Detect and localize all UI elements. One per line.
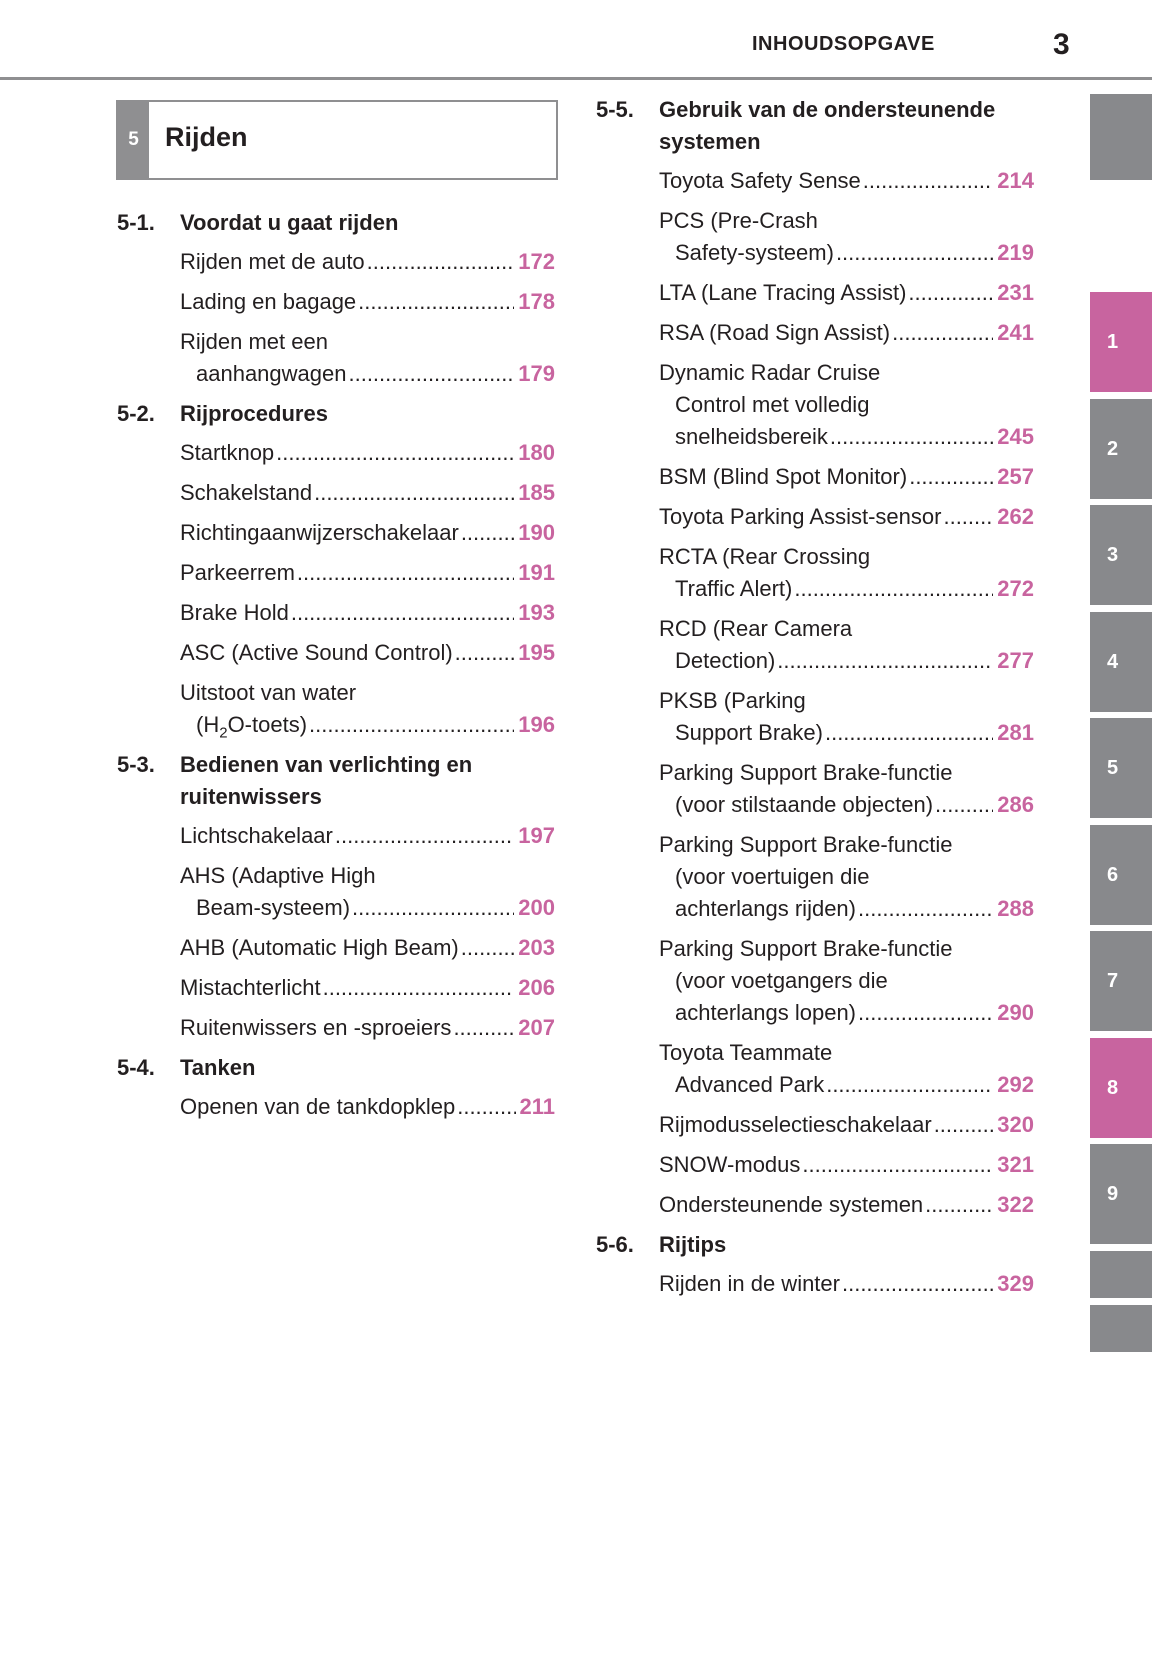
section-title: Gebruik van de ondersteunende systemen (659, 97, 996, 154)
entry-title: Richtingaanwijzerschakelaar (180, 520, 459, 545)
entry-line (180, 1091, 555, 1123)
page-reference[interactable]: 321 (997, 1152, 1034, 1177)
entry-title-continued: Detection) (675, 648, 776, 673)
entry-title-continued: Traffic Alert) (675, 576, 793, 601)
entry-line (659, 645, 1034, 677)
toc-entry[interactable] (659, 541, 1034, 605)
toc-section-heading (117, 207, 555, 239)
dot-leader (297, 557, 514, 589)
toc-section-heading (117, 398, 555, 430)
entry-line (180, 709, 555, 741)
dot-leader (314, 477, 514, 509)
entry-title: PKSB (Parking (659, 688, 806, 713)
entry-title: Rijden met de auto (180, 249, 365, 274)
section-number: 5-6. (596, 1232, 634, 1257)
page-reference[interactable]: 231 (997, 280, 1034, 305)
entry-line (180, 972, 555, 1004)
chapter-tab-7[interactable]: 7 (1090, 931, 1152, 1031)
section-number: 5-1. (117, 210, 155, 235)
section-number: 5-5. (596, 97, 634, 122)
chapter-tab-8[interactable]: 8 (1090, 1038, 1152, 1138)
entry-title: Lading en bagage (180, 289, 357, 314)
page-reference[interactable]: 286 (997, 792, 1034, 817)
entry-line (180, 637, 555, 669)
entry-title: AHS (Adaptive High (180, 863, 376, 888)
dot-leader (309, 709, 514, 741)
toc-entry[interactable] (180, 326, 555, 390)
entry-line (180, 477, 555, 509)
dot-leader (909, 461, 993, 493)
dot-leader (291, 597, 514, 629)
toc-entry[interactable] (659, 933, 1034, 1029)
dot-leader (794, 573, 993, 605)
toc-entry[interactable] (659, 1037, 1034, 1101)
section-title: Rijprocedures (180, 401, 328, 426)
dot-leader (455, 637, 515, 669)
entry-line (659, 501, 1034, 533)
dot-leader (826, 1069, 993, 1101)
page-reference[interactable]: 185 (518, 480, 555, 505)
toc-entry[interactable] (659, 1189, 1034, 1221)
entry-title: Rijden in de winter (659, 1271, 840, 1296)
page-reference[interactable]: 211 (519, 1094, 555, 1119)
page-reference[interactable]: 180 (518, 440, 555, 465)
entry-title: Schakelstand (180, 480, 313, 505)
dot-leader (934, 1109, 994, 1141)
toc-entry[interactable] (180, 557, 555, 589)
dot-leader (777, 645, 993, 677)
entry-title: Brake Hold (180, 600, 289, 625)
toc-entry[interactable] (659, 317, 1034, 349)
dot-leader (461, 932, 515, 964)
entry-title-continued: Beam-systeem) (196, 895, 351, 920)
page-header-title: INHOUDSOPGAVE (752, 33, 935, 55)
entry-title-continued: aanhangwagen (196, 361, 347, 386)
page-reference[interactable]: 172 (518, 249, 555, 274)
dot-leader (892, 317, 993, 349)
dot-leader (276, 437, 514, 469)
chapter-tab-blank[interactable] (1090, 1251, 1152, 1298)
entry-line (180, 597, 555, 629)
chapter-tab-blank[interactable] (1090, 1305, 1152, 1352)
entry-title: Parking Support Brake-functie (659, 936, 953, 961)
dot-leader (367, 246, 515, 278)
section-number: 5-3. (117, 752, 155, 777)
toc-entry[interactable] (180, 517, 555, 549)
entry-line (659, 461, 1034, 493)
chapter-tab-3[interactable]: 3 (1090, 505, 1152, 605)
page-reference[interactable]: 281 (997, 720, 1034, 745)
chapter-tab-9[interactable]: 9 (1090, 1144, 1152, 1244)
toc-entry[interactable] (659, 501, 1034, 533)
dot-leader (802, 1149, 993, 1181)
toc-entry[interactable] (659, 357, 1034, 453)
chapter-title: Rijden (165, 122, 248, 152)
entry-title-continued: Advanced Park (675, 1072, 825, 1097)
entry-line (659, 789, 1034, 821)
dot-leader (453, 1012, 514, 1044)
dot-leader (943, 501, 993, 533)
dot-leader (863, 165, 993, 197)
entry-title-continued: achterlangs lopen) (675, 1000, 857, 1025)
entry-title: Parkeerrem (180, 560, 295, 585)
dot-leader (858, 997, 993, 1029)
page-reference[interactable]: 196 (518, 712, 555, 737)
toc-left-column (117, 207, 555, 1131)
entry-line (180, 932, 555, 964)
entry-title-continued: achterlangs rijden) (675, 896, 856, 921)
toc-entry[interactable] (659, 1149, 1034, 1181)
page-reference[interactable]: 290 (997, 1000, 1034, 1025)
dot-leader (908, 277, 993, 309)
entry-title: Dynamic Radar Cruise (659, 360, 881, 385)
toc-entry[interactable] (180, 1012, 555, 1044)
dot-leader (842, 1268, 993, 1300)
toc-entry[interactable] (659, 685, 1034, 749)
entry-title: Ondersteunende systemen (659, 1192, 924, 1217)
dot-leader (461, 517, 514, 549)
entry-title: BSM (Blind Spot Monitor) (659, 464, 908, 489)
entry-line (180, 246, 555, 278)
toc-entry[interactable] (180, 932, 555, 964)
dot-leader (830, 421, 993, 453)
entry-title: Toyota Safety Sense (659, 168, 861, 193)
entry-line (659, 237, 1034, 269)
entry-line (659, 1109, 1034, 1141)
page-reference[interactable]: 178 (518, 289, 555, 314)
toc-section-heading (596, 1229, 1034, 1261)
toc-entry[interactable] (659, 1109, 1034, 1141)
page-reference[interactable]: 277 (997, 648, 1034, 673)
entry-title: Parking Support Brake-functie (659, 832, 953, 857)
entry-title: Openen van de tankdopklep (180, 1094, 456, 1119)
entry-line (659, 317, 1034, 349)
entry-line (659, 573, 1034, 605)
toc-entry[interactable] (180, 437, 555, 469)
chapter-tab-4[interactable]: 4 (1090, 612, 1152, 712)
entry-line (180, 286, 555, 318)
entry-line (180, 1012, 555, 1044)
entry-line (180, 820, 555, 852)
toc-entry[interactable] (180, 286, 555, 318)
toc-entry[interactable] (180, 820, 555, 852)
toc-entry[interactable] (659, 461, 1034, 493)
page-reference[interactable]: 322 (997, 1192, 1034, 1217)
entry-title: Rijmodusselectieschakelaar (659, 1112, 932, 1137)
entry-title-continued: Safety-systeem) (675, 240, 834, 265)
entry-line (659, 1189, 1034, 1221)
toc-section-heading (117, 749, 555, 813)
dot-leader (925, 1189, 993, 1221)
page-reference[interactable]: 288 (997, 896, 1034, 921)
page-reference[interactable]: 191 (518, 560, 555, 585)
page-reference[interactable]: 197 (518, 823, 555, 848)
page-reference[interactable]: 203 (518, 935, 555, 960)
entry-title: Startknop (180, 440, 275, 465)
chapter-tab-blank[interactable] (1090, 94, 1152, 180)
entry-title-continued: (voor stilstaande objecten) (675, 792, 934, 817)
page-number: 3 (1053, 28, 1070, 61)
page-reference[interactable]: 241 (997, 320, 1034, 345)
entry-line (180, 358, 555, 390)
toc-section-heading (117, 1052, 555, 1084)
entry-title: ASC (Active Sound Control) (180, 640, 453, 665)
section-title: Bedienen van verlichting en ruitenwissers (180, 752, 473, 809)
section-number: 5-4. (117, 1055, 155, 1080)
entry-title: AHB (Automatic High Beam) (180, 935, 459, 960)
entry-title: Mistachterlicht (180, 975, 321, 1000)
chapter-tab-5[interactable]: 5 (1090, 718, 1152, 818)
toc-section-heading (596, 94, 1034, 158)
page-reference[interactable]: 272 (997, 576, 1034, 601)
entry-title: Uitstoot van water (180, 680, 357, 705)
toc-entry[interactable] (180, 972, 555, 1004)
dot-leader (352, 892, 514, 924)
entry-line (180, 557, 555, 589)
entry-title-continued (196, 709, 307, 741)
entry-line (180, 437, 555, 469)
entry-title: Toyota Teammate (659, 1040, 833, 1065)
entry-title: RCTA (Rear Crossing (659, 544, 871, 569)
chapter-number: 5 (118, 102, 149, 178)
toc-entry[interactable] (659, 613, 1034, 677)
toc-entry[interactable] (180, 246, 555, 278)
entry-title-continued: (voor voetgangers die (675, 968, 888, 993)
entry-title: Lichtschakelaar (180, 823, 333, 848)
toc-entry[interactable] (180, 597, 555, 629)
chapter-tab-1[interactable]: 1 (1090, 292, 1152, 392)
entry-title: Ruitenwissers en -sproeiers (180, 1015, 452, 1040)
toc-entry[interactable] (180, 860, 555, 924)
page-reference[interactable]: 179 (518, 361, 555, 386)
page-reference[interactable]: 207 (518, 1015, 555, 1040)
page-reference[interactable]: 320 (997, 1112, 1034, 1137)
entry-title-continued: snelheidsbereik (675, 424, 828, 449)
toc-entry[interactable] (659, 757, 1034, 821)
page-reference[interactable]: 195 (518, 640, 555, 665)
toc-entry[interactable] (180, 477, 555, 509)
page-reference[interactable]: 257 (997, 464, 1034, 489)
section-number: 5-2. (117, 401, 155, 426)
page-reference[interactable]: 292 (997, 1072, 1034, 1097)
page-reference[interactable]: 214 (997, 168, 1034, 193)
entry-line (659, 421, 1034, 453)
page-reference[interactable]: 200 (518, 895, 555, 920)
page-reference[interactable]: 193 (518, 600, 555, 625)
entry-title: RSA (Road Sign Assist) (659, 320, 891, 345)
toc-entry[interactable] (659, 165, 1034, 197)
entry-title: Parking Support Brake-functie (659, 760, 953, 785)
toc-entry[interactable] (659, 1268, 1034, 1300)
entry-title: PCS (Pre-Crash (659, 208, 818, 233)
entry-line (659, 717, 1034, 749)
page-reference[interactable]: 206 (518, 975, 555, 1000)
dot-leader (858, 893, 993, 925)
entry-title: RCD (Rear Camera (659, 616, 853, 641)
toc-entry[interactable] (659, 277, 1034, 309)
section-title: Rijtips (659, 1232, 727, 1257)
entry-line (659, 1268, 1034, 1300)
chapter-heading (116, 100, 558, 180)
toc-entry[interactable] (659, 205, 1034, 269)
entry-title: Rijden met een (180, 329, 328, 354)
page-reference[interactable]: 245 (997, 424, 1034, 449)
dot-leader (935, 789, 993, 821)
dot-leader (358, 286, 514, 318)
chapter-tab-6[interactable]: 6 (1090, 825, 1152, 925)
entry-title-part: (H (196, 712, 220, 737)
section-title: Tanken (180, 1055, 256, 1080)
subscript-text: 2 (219, 724, 228, 742)
entry-title-continued: Support Brake) (675, 720, 823, 745)
toc-right-column (596, 94, 1034, 1308)
dot-leader (335, 820, 514, 852)
entry-line (659, 165, 1034, 197)
entry-line (659, 893, 1034, 925)
chapter-tab-2[interactable]: 2 (1090, 399, 1152, 499)
entry-line (659, 277, 1034, 309)
entry-line (180, 517, 555, 549)
entry-title-continued: (voor voertuigen die (675, 864, 870, 889)
dot-leader (323, 972, 515, 1004)
page-reference[interactable]: 329 (997, 1271, 1034, 1296)
header-divider (0, 77, 1152, 80)
entry-title: LTA (Lane Tracing Assist) (659, 280, 907, 305)
entry-line (659, 997, 1034, 1029)
toc-entry[interactable] (659, 829, 1034, 925)
entry-line (659, 1069, 1034, 1101)
dot-leader (348, 358, 514, 390)
entry-line (659, 1149, 1034, 1181)
entry-title: SNOW-modus (659, 1152, 801, 1177)
entry-title: Toyota Parking Assist-sensor (659, 504, 942, 529)
dot-leader (457, 1091, 515, 1123)
dot-leader (836, 237, 993, 269)
page-reference[interactable]: 190 (518, 520, 555, 545)
toc-entry[interactable] (180, 637, 555, 669)
entry-title-part: O-toets) (227, 712, 308, 737)
page-reference[interactable]: 262 (997, 504, 1034, 529)
entry-line (180, 892, 555, 924)
section-title: Voordat u gaat rijden (180, 210, 399, 235)
toc-entry[interactable] (180, 677, 555, 741)
dot-leader (825, 717, 993, 749)
entry-title-continued: Control met volledig (675, 392, 870, 417)
page-reference[interactable]: 219 (997, 240, 1034, 265)
toc-entry[interactable] (180, 1091, 555, 1123)
